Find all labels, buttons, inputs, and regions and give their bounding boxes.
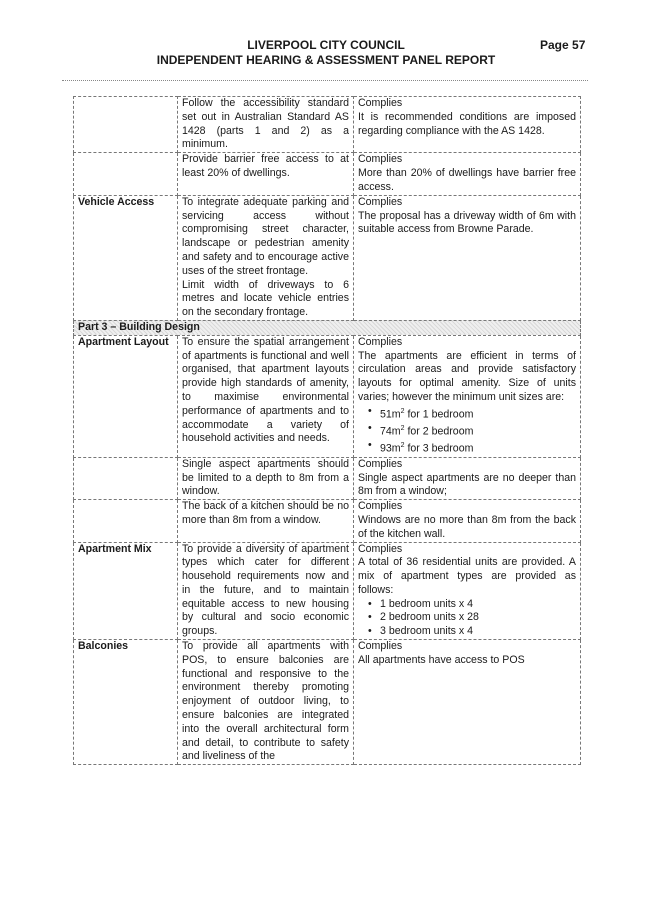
report-title: INDEPENDENT HEARING & ASSESSMENT PANEL REPORT <box>156 53 496 67</box>
heading-cell <box>74 97 178 153</box>
table-row <box>74 195 581 320</box>
heading-cell: Vehicle Access <box>74 195 178 320</box>
comment-text: Single aspect apartments are no deeper than 8m from a window; <box>358 471 576 498</box>
section-row <box>74 320 581 335</box>
compliance-status: Complies <box>358 195 403 208</box>
comment-cell <box>354 542 581 640</box>
header-divider <box>62 80 588 81</box>
section-heading: Part 3 – Building Design <box>74 320 581 335</box>
objective-cell: To provide a diversity of apartment types which cater for different household requirements now and in the future, and to maintain equitable access to new housing by cultural and socio economic groups. <box>178 542 354 640</box>
comment-text: Windows are no more than 8m from the back of the kitchen wall. <box>358 513 576 540</box>
comment-text: The proposal has a driveway width of 6m with suitable access from Browne Parade. <box>358 209 576 236</box>
list-item: • 3 bedroom units x 4 <box>380 625 576 639</box>
objective-cell <box>178 153 354 195</box>
objective-text: Limit width of driveways to 6 metres and locate vehicle entries on the secondary frontage. <box>182 278 349 319</box>
compliance-status: Complies <box>358 97 403 109</box>
objective-text: To integrate adequate parking and servicing access without compromising street character, landscape or pedestrian amenity and safety and to encourage active uses of the street frontage. <box>182 195 349 277</box>
table-row <box>74 640 581 765</box>
objective-cell: To ensure the spatial arrangement of apartments is functional and well organised, that apartment layouts provide high standards of amenity, to maximise environmental performance of apartments and to accommodate a variety of household activities and needs. <box>178 335 354 457</box>
compliance-status: Complies <box>358 542 403 555</box>
objective-cell: Follow the accessibility standard set out in Australian Standard AS 1428 (parts 1 and 2) as a minimum. <box>178 97 354 153</box>
unit-size-list <box>358 405 576 457</box>
comment-cell <box>354 195 581 320</box>
compliance-table <box>73 96 581 765</box>
council-name: LIVERPOOL CITY COUNCIL <box>247 38 405 52</box>
heading-cell <box>74 457 178 499</box>
comment-cell <box>354 97 581 153</box>
list-item: • $74m^2$ for 2 bedroom <box>380 422 576 439</box>
comment-text: The apartments are efficient in terms of circulation areas and provide satisfactory layouts for optimal amenity. Size of units varies; however the minimum unit sizes are: <box>358 349 576 403</box>
objective-text: Provide barrier free access to at least 20% of dwellings. <box>182 153 349 180</box>
comment-cell <box>354 335 581 457</box>
list-item: • 2 bedroom units x 28 <box>380 611 576 625</box>
comment-cell <box>354 640 581 765</box>
compliance-status: Complies <box>358 640 403 653</box>
comment-text: All apartments have access to POS <box>358 653 525 666</box>
comment-text: More than 20% of dwellings have barrier free access. <box>358 167 576 193</box>
objective-cell: The back of a kitchen should be no more than 8m from a window. <box>178 500 354 542</box>
heading-cell <box>74 500 178 542</box>
table-row <box>74 500 581 542</box>
comment-text: It is recommended conditions are imposed regarding compliance with the AS 1428. <box>358 110 576 137</box>
apartment-mix-list <box>358 598 576 639</box>
comment-cell <box>354 457 581 499</box>
table-row <box>74 153 581 195</box>
objective-cell: To provide all apartments with POS, to ensure balconies are functional and responsive to the environment thereby promoting enjoyment of outdoor living, to ensure balconies are integrated into the overall architectural form and detail, to contribute to safety and liveliness of the <box>178 640 354 765</box>
heading-cell <box>74 153 178 195</box>
table-row <box>74 457 581 499</box>
heading-cell: Apartment Mix <box>74 542 178 640</box>
list-item: • $51m^2$ for 1 bedroom <box>380 405 576 422</box>
list-item: • 1 bedroom units x 4 <box>380 598 576 612</box>
comment-cell <box>354 500 581 542</box>
table-row <box>74 97 581 153</box>
compliance-status: Complies <box>358 153 403 166</box>
comment-text: A total of 36 residential units are provided. A mix of apartment types are provided as follows: <box>358 556 576 596</box>
heading-cell: Apartment Layout <box>74 335 178 457</box>
table-row <box>74 542 581 640</box>
compliance-status: Complies <box>358 335 403 348</box>
compliance-status: Complies <box>358 457 403 470</box>
table-row <box>74 335 581 457</box>
heading-cell: Balconies <box>74 640 178 765</box>
comment-cell <box>354 153 581 195</box>
compliance-status: Complies <box>358 500 403 513</box>
list-item: • $93m^2$ for 3 bedroom <box>380 439 576 456</box>
page-number: Page 57 <box>540 38 586 52</box>
objective-cell: Single aspect apartments should be limited to a depth to 8m from a window. <box>178 457 354 499</box>
objective-cell <box>178 195 354 320</box>
